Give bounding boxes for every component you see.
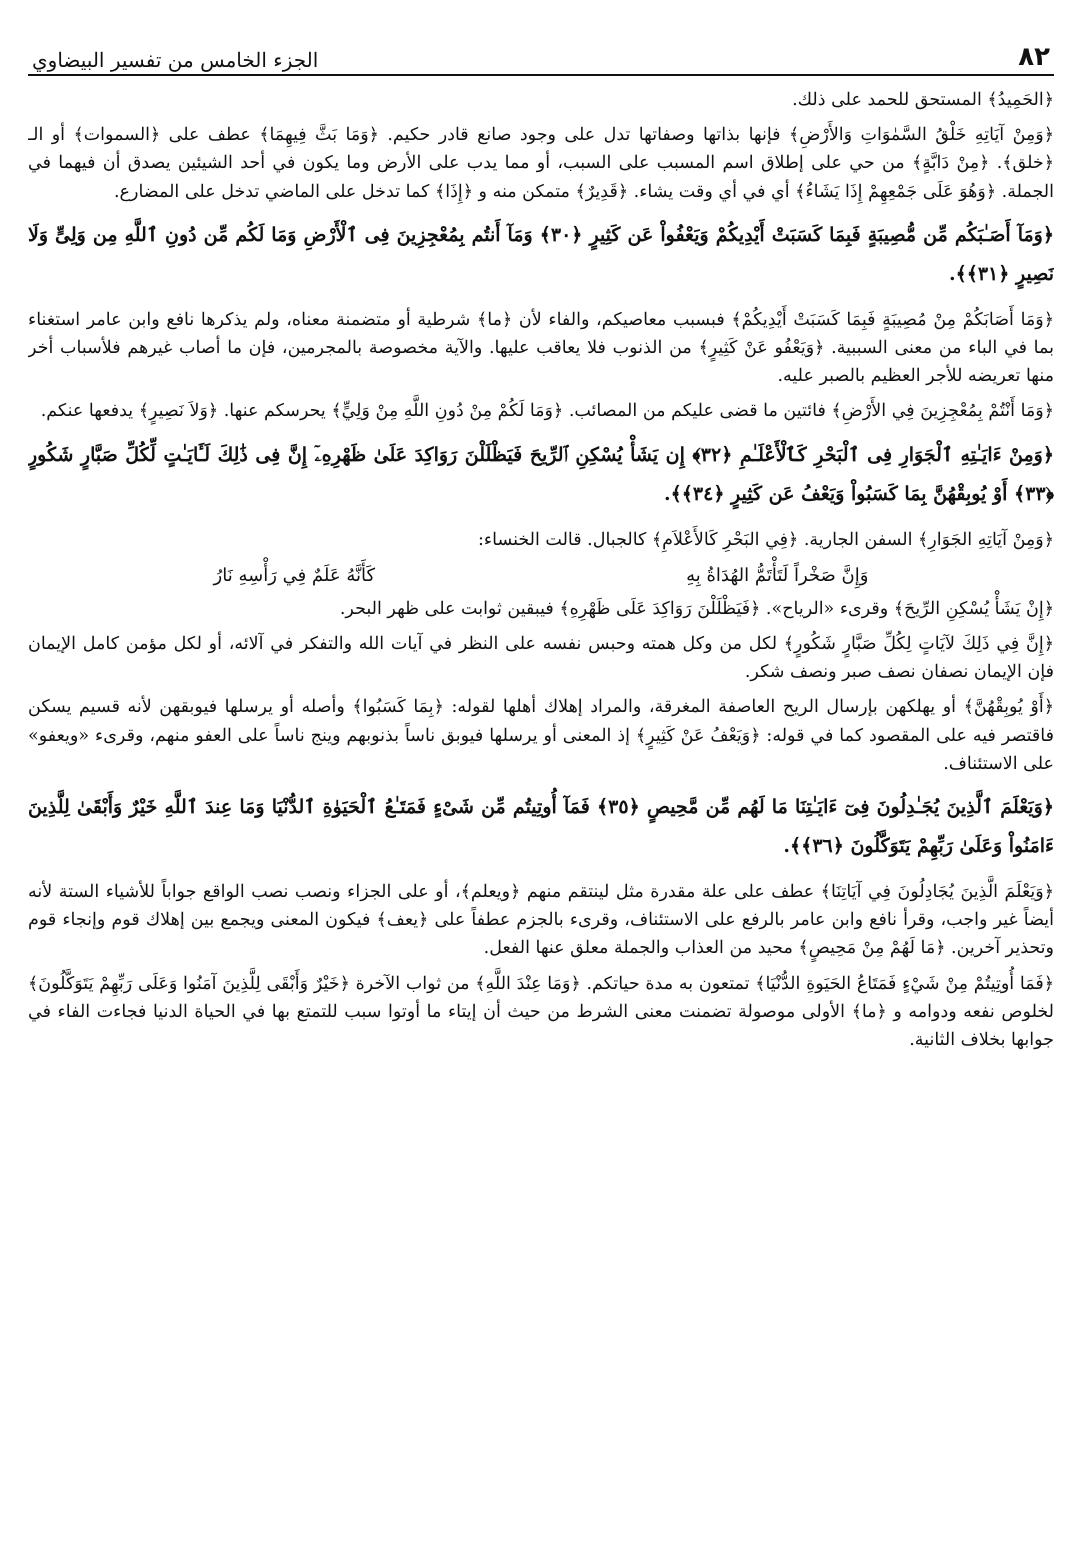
commentary-paragraph: ﴿وَمِنْ آيَاتِهِ الجَوَارِ﴾ السفن الجارية. ﴿فِي البَحْرِ كَالأَعْلاَمِ﴾ كالجبال. قالت الخنساء: — [478, 529, 1054, 550]
commentary-paragraph: ﴿وَمَا أَصَابَكُمْ مِنْ مُصِيبَةٍ فَبِمَا كَسَبَتْ أَيْدِيكُمْ﴾ فبسبب معاصيكم، والفاء لأن ﴿ما﴾ شرطية أو متضمنة معناه، ولم يذكرها نافع وابن عامر استغناء بما في الباء من معنى السببية. ﴿وَيَعْفُو عَنْ كَثِيرٍ﴾ من الذنوب فلا يعاقب عليها. والآية مخصوصة بالمجرمين، فإن ما أصاب غيرهم فلأسباب أخر منها تعريضه للأجر العظيم بالصبر عليه. — [28, 309, 1054, 387]
page-number: ٨٢ — [1018, 42, 1050, 72]
commentary-paragraph: ﴿فَمَا أُوتِيتُمْ مِنْ شَيْءٍ فَمَتَاعُ الحَيَوةِ الدُّنْيَا﴾ تمتعون به مدة حياتكم. ﴿وَمَا عِنْدَ اللَّهِ﴾ من ثواب الآخرة ﴿خَيْرٌ وَأَبْقَى لِلَّذِينَ آمَنُوا وَعَلَى رَبِّهِمْ يَتَوَكَّلُونَ﴾ لخلوص نفعه ودوامه و ﴿ما﴾ الأولى موصولة تضمنت معنى الشرط من حيث أن إيتاء ما أوتوا سبب للتمتع بها في الحياة الدنيا فجاءت الفاء في جوابها بخلاف الثانية. — [28, 973, 1054, 1051]
commentary-paragraph: ﴿وَمِنْ آيَاتِهِ خَلْقُ السَّمٰوَاتِ وَالأَرْضِ﴾ فإنها بذاتها وصفاتها تدل على وجود صانع قادر حكيم. ﴿وَمَا بَثَّ فِيهِمَا﴾ عطف على ﴿السموات﴾ أو الـ ﴿خلق﴾. ﴿مِنْ دَابَّةٍ﴾ من حي على إطلاق اسم المسبب على السبب، أو مما يدب على الأرض وما يكون في أحد الشيئين يصدق أن فيهما في الجملة. ﴿وَهُوَ عَلَى جَمْعِهِمْ إِذَا يَشَاءُ﴾ أي في أي وقت يشاء. ﴿قَدِيرٌ﴾ متمكن منه و ﴿إِذَا﴾ كما تدخل على الماضي تدخل على المضارع. — [28, 125, 1054, 202]
page-body — [28, 76, 1054, 1054]
commentary-paragraph: ﴿وَمَا أَنْتُمْ بِمُعْجِزِينَ فِي الأَرْضِ﴾ فائتين ما قضى عليكم من المصائب. ﴿وَمَا لَكُمْ مِنْ دُونِ اللَّهِ مِنْ وَلِيٍّ﴾ يحرسكم عنها. ﴿وَلاَ نَصِيرٍ﴾ يدفعها عنكم. — [40, 401, 1054, 422]
commentary-paragraph: ﴿الحَمِيدُ﴾ المستحق للحمد على ذلك. — [792, 90, 1054, 110]
poetry-line — [58, 561, 1024, 591]
quran-verse-block: ﴿وَيَعْلَمَ ٱلَّذِينَ يُجَـٰدِلُونَ فِىٓ ءَايَـٰتِنَا مَا لَهُم مِّن مَّحِيصٍ ﴿٣٥﴾ فَمَآ أُوتِيتُم مِّن شَىْءٍ فَمَتَـٰعُ ٱلْحَيَوٰةِ ٱلدُّنْيَا وَمَا عِندَ ٱللَّهِ خَيْرٌ وَأَبْقَىٰ لِلَّذِينَ ءَامَنُواْ وَعَلَىٰ رَبِّهِمْ يَتَوَكَّلُونَ ﴿٣٦﴾﴾. — [28, 796, 1054, 858]
book-page — [28, 14, 1054, 1544]
commentary-paragraph: ﴿إِنَّ فِي ذَلِكَ لآيَاتٍ لِكُلِّ صَبَّارٍ شَكُورٍ﴾ لكل من وكل همته وحبس نفسه على النظر في آيات الله والتفكر في آلائه، أو لكل مؤمن كامل الإيمان فإن الإيمان نصفان نصف صبر ونصف شكر. — [28, 634, 1054, 683]
running-title: الجزء الخامس من تفسير البيضاوي — [32, 48, 319, 72]
poetry-hemistich-second: كَأَنَّهُ عَلَمٌ فِي رَأْسِهِ نَارُ — [213, 564, 376, 586]
poetry-hemistich-first: وَإِنَّ صَخْراً لَتَأْتَمُّ الهُدَاةُ بِهِ — [686, 564, 869, 586]
commentary-paragraph: ﴿أَوْ يُوبِقْهُنَّ﴾ أو يهلكهن بإرسال الريح العاصفة المغرقة، والمراد إهلاك أهلها لقوله: ﴿بِمَا كَسَبُوا﴾ وأصله أو يرسلها فيوبقهن لأنه قسيم يسكن فاقتصر فيه على المقصود كما في قوله: ﴿وَيَعْفُ عَنْ كَثِيرٍ﴾ إذ المعنى أو يرسلها فيوبق ناساً بذنوبهم وينج ناساً على العفو منهم، وقرىء «ويعفو» على الاستئناف. — [28, 697, 1054, 774]
commentary-paragraph: ﴿وَيَعْلَمَ الَّذِينَ يُجَادِلُونَ فِي آيَاتِنَا﴾ عطف على علة مقدرة مثل لينتقم منهم ﴿ويعلم﴾، أو على الجزاء ونصب نصب الواقع جواباً للأشياء الستة لأنه أيضاً غير واجب، وقرأ نافع وابن عامر بالرفع على الاستئناف، وقرىء بالجزم عطفاً على ﴿يعف﴾ فيكون المعنى ويجمع بين إهلاك قوم وإنجاء قوم وتحذير آخرين. ﴿مَا لَهُمْ مِنْ مَحِيصٍ﴾ محيد من العذاب والجملة معلق عنها الفعل. — [28, 882, 1054, 959]
page-header — [28, 14, 1054, 76]
commentary-paragraph: ﴿إِنْ يَشَأْ يُسْكِنِ الرِّيحَ﴾ وقرىء «الرياح». ﴿فَيَظْلَلْنَ رَوَاكِدَ عَلَى ظَهْرِهِ﴾ فيبقين ثوابت على ظهر البحر. — [339, 598, 1054, 619]
quran-verse-block: ﴿وَمَآ أَصَـٰبَكُم مِّن مُّصِيبَةٍ فَبِمَا كَسَبَتْ أَيْدِيكُمْ وَيَعْفُواْ عَن كَثِيرٍ ﴿٣٠﴾ وَمَآ أَنتُم بِمُعْجِزِينَ فِى ٱلْأَرْضِ وَمَا لَكُم مِّن دُونِ ٱللَّهِ مِن وَلِىٍّ وَلَا نَصِيرٍ ﴿٣١﴾﴾. — [28, 223, 1054, 285]
quran-verse-block: ﴿وَمِنْ ءَايَـٰتِهِ ٱلْجَوَارِ فِى ٱلْبَحْرِ كَٱلْأَعْلَـٰمِ ﴿٣٢﴾ إِن يَشَأْ يُسْكِنِ ٱلرِّيحَ فَيَظْلَلْنَ رَوَاكِدَ عَلَىٰ ظَهْرِهِۦٓ إِنَّ فِى ذَٰلِكَ لَـَٔايَـٰتٍ لِّكُلِّ صَبَّارٍ شَكُورٍ ﴿٣٣﴾ أَوْ يُوبِقْهُنَّ بِمَا كَسَبُواْ وَيَعْفُ عَن كَثِيرٍ ﴿٣٤﴾﴾. — [28, 443, 1054, 505]
